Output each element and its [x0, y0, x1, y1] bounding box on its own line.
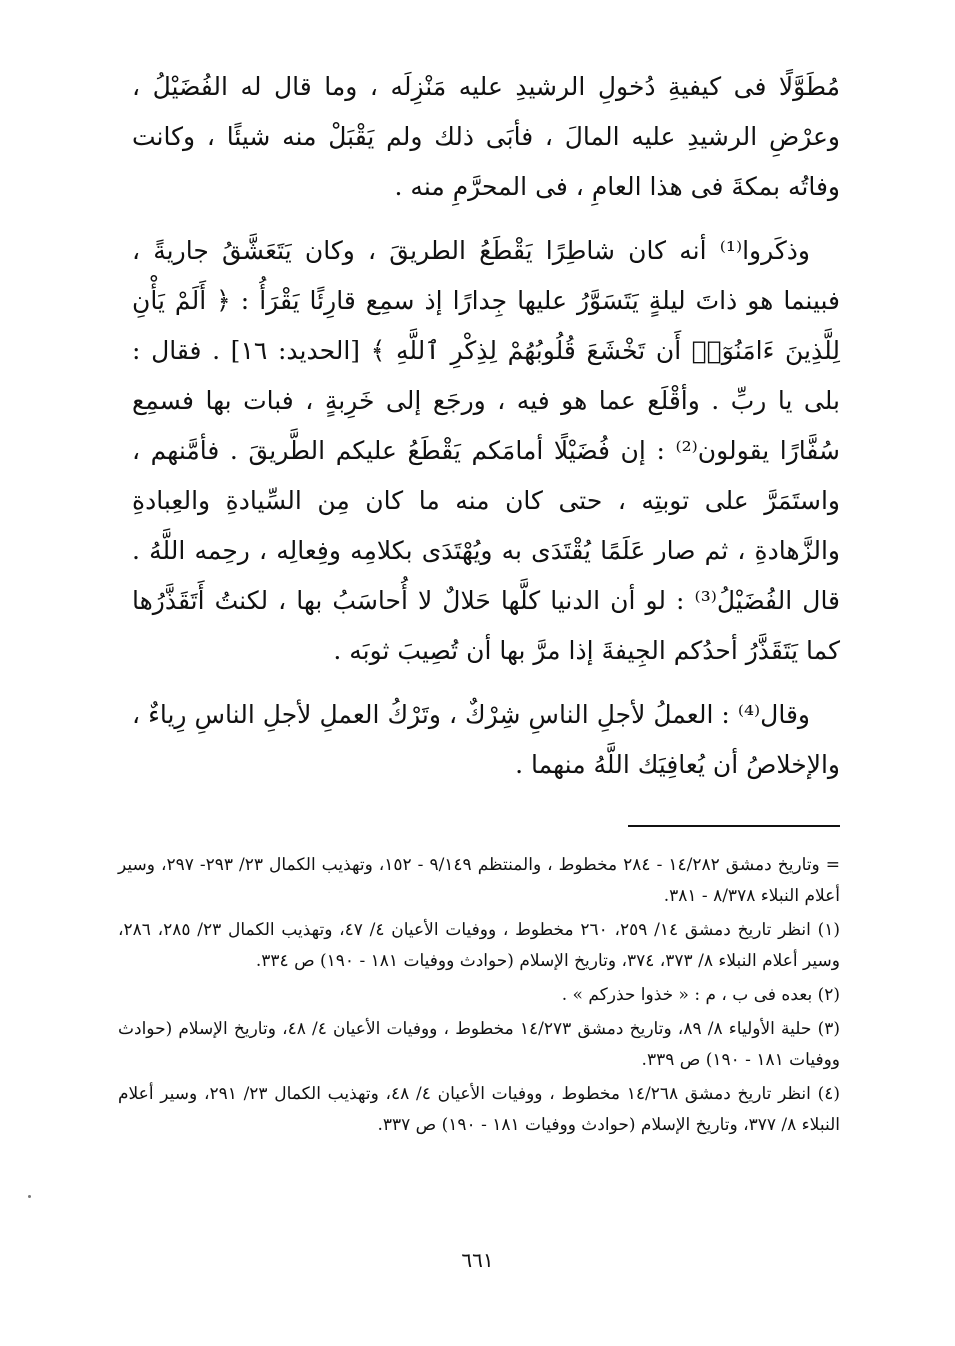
page-number: ٦٦١	[461, 1248, 494, 1272]
footnote-3: (٣) حلية الأولياء ٨/ ٨٩، وتاريخ دمشق ١٤/٢٧٣ مخطوط ، ووفيات الأعيان ٤/ ٤٨، وتاريخ الإسلام (حوادث ووفيات ١٨١ - ١٩٠) ص ٣٣٩.	[118, 1019, 840, 1070]
footnote-2: (٢) بعده فى ب ، م : « خذوا حذركم » .	[561, 985, 840, 1005]
footnote-1: (١) انظر تاريخ دمشق ١٤/ ٢٥٩، ٢٦٠ مخطوط ، ووفيات الأعيان ٤/ ٤٧، وتهذيب الكمال ٢٣/ ٢٨٥، ٢٨٦، وسير أعلام النبلاء ٨/ ٣٧٣، ٣٧٤، وتاريخ الإسلام (حوادث ووفيات ١٨١ - ١٩٠) ص ٣٣٤.	[118, 920, 841, 971]
footnote-divider	[628, 825, 840, 827]
paragraph-3: وقال⁽⁴⁾ : العملُ لأجلِ الناسِ شِرْكٌ ، وتَرْكُ العملِ لأجلِ الناسِ رِياءٌ ، والإخلاصُ أن يُعافِيَك اللَّهُ منهما .	[132, 700, 840, 779]
paragraph-1: مُطَوَّلًا فى كيفيةِ دُخولِ الرشيدِ عليه مَنْزِلَه ، وما قال له الفُضَيْلُ ، وعرْضِ الرشيدِ عليه المالَ ، فأبَى ذلك ولم يَقْبَلْ منه شيئًا ، وكانت وفاتُه بمكةَ فى هذا العامِ ، فى المحرَّمِ منه .	[132, 72, 840, 201]
scan-speck	[28, 1195, 31, 1198]
footnote-continuation: = وتاريخ دمشق ١٤/٢٨٢ - ٢٨٤ مخطوط ، والمنتظم ٩/١٤٩ - ١٥٢، وتهذيب الكمال ٢٣/ ٢٩٣- ٢٩٧، وسير أعلام النبلاء ٨/٣٧٨ - ٣٨١.	[118, 855, 841, 906]
paragraph-2: وذكَروا⁽¹⁾ أنه كان شاطِرًا يَقْطَعُ الطريقَ ، وكان يَتَعَشَّقُ جاريةً ، فبينما هو ذاتَ ليلةٍ يَتَسَوَّرُ عليها جِدارًا إذ سمِع قارِئًا يَقْرَأُ : ﴿ أَلَمْ يَأْنِ لِلَّذِينَ ءَامَنُوٓا۟ أَن تَخْشَعَ قُلُوبُهُمْ لِذِكْرِ ٱللَّهِ ﴾ [الحديد: ١٦] . فقال : بلى يا ربِّ . وأقْلَع عما هو فيه ، ورجَع إلى خَرِبةٍ ، فبات بها فسمِع سُفَّارًا يقولون⁽²⁾ : إن فُضَيْلًا أمامَكم يَقْطَعُ عليكم الطَّريقَ . فأمَّنهم ، واستَمَرَّ على توبتِه ، حتى كان منه ما كان مِن السِّيادةِ والعِبادةِ والزَّهادةِ ، ثم صار عَلَمًا يُقْتَدَى به ويُهْتَدَى بكلامِه وفِعالِه ، رحِمه اللَّهُ . قال الفُضَيْلُ⁽³⁾ : لو أن الدنيا كلَّها حَلالٌ لا أُحاسَبُ بها ، لكنتُ أَتَقَذَّرُها كما يَتَقَذَّرُ أحدُكم الجِيفةَ إذا مرَّ بها أن تُصِيبَ ثوبَه .	[132, 236, 841, 665]
footnotes	[118, 850, 840, 1144]
footnote-4: (٤) انظر تاريخ دمشق ١٤/٢٦٨ مخطوط ، ووفيات الأعيان ٤/ ٤٨، وتهذيب الكمال ٢٣/ ٢٩١، وسير أعلام النبلاء ٨/ ٣٧٧، وتاريخ الإسلام (حوادث ووفيات ١٨١ - ١٩٠) ص ٣٣٧.	[118, 1084, 841, 1135]
main-text	[132, 62, 840, 804]
